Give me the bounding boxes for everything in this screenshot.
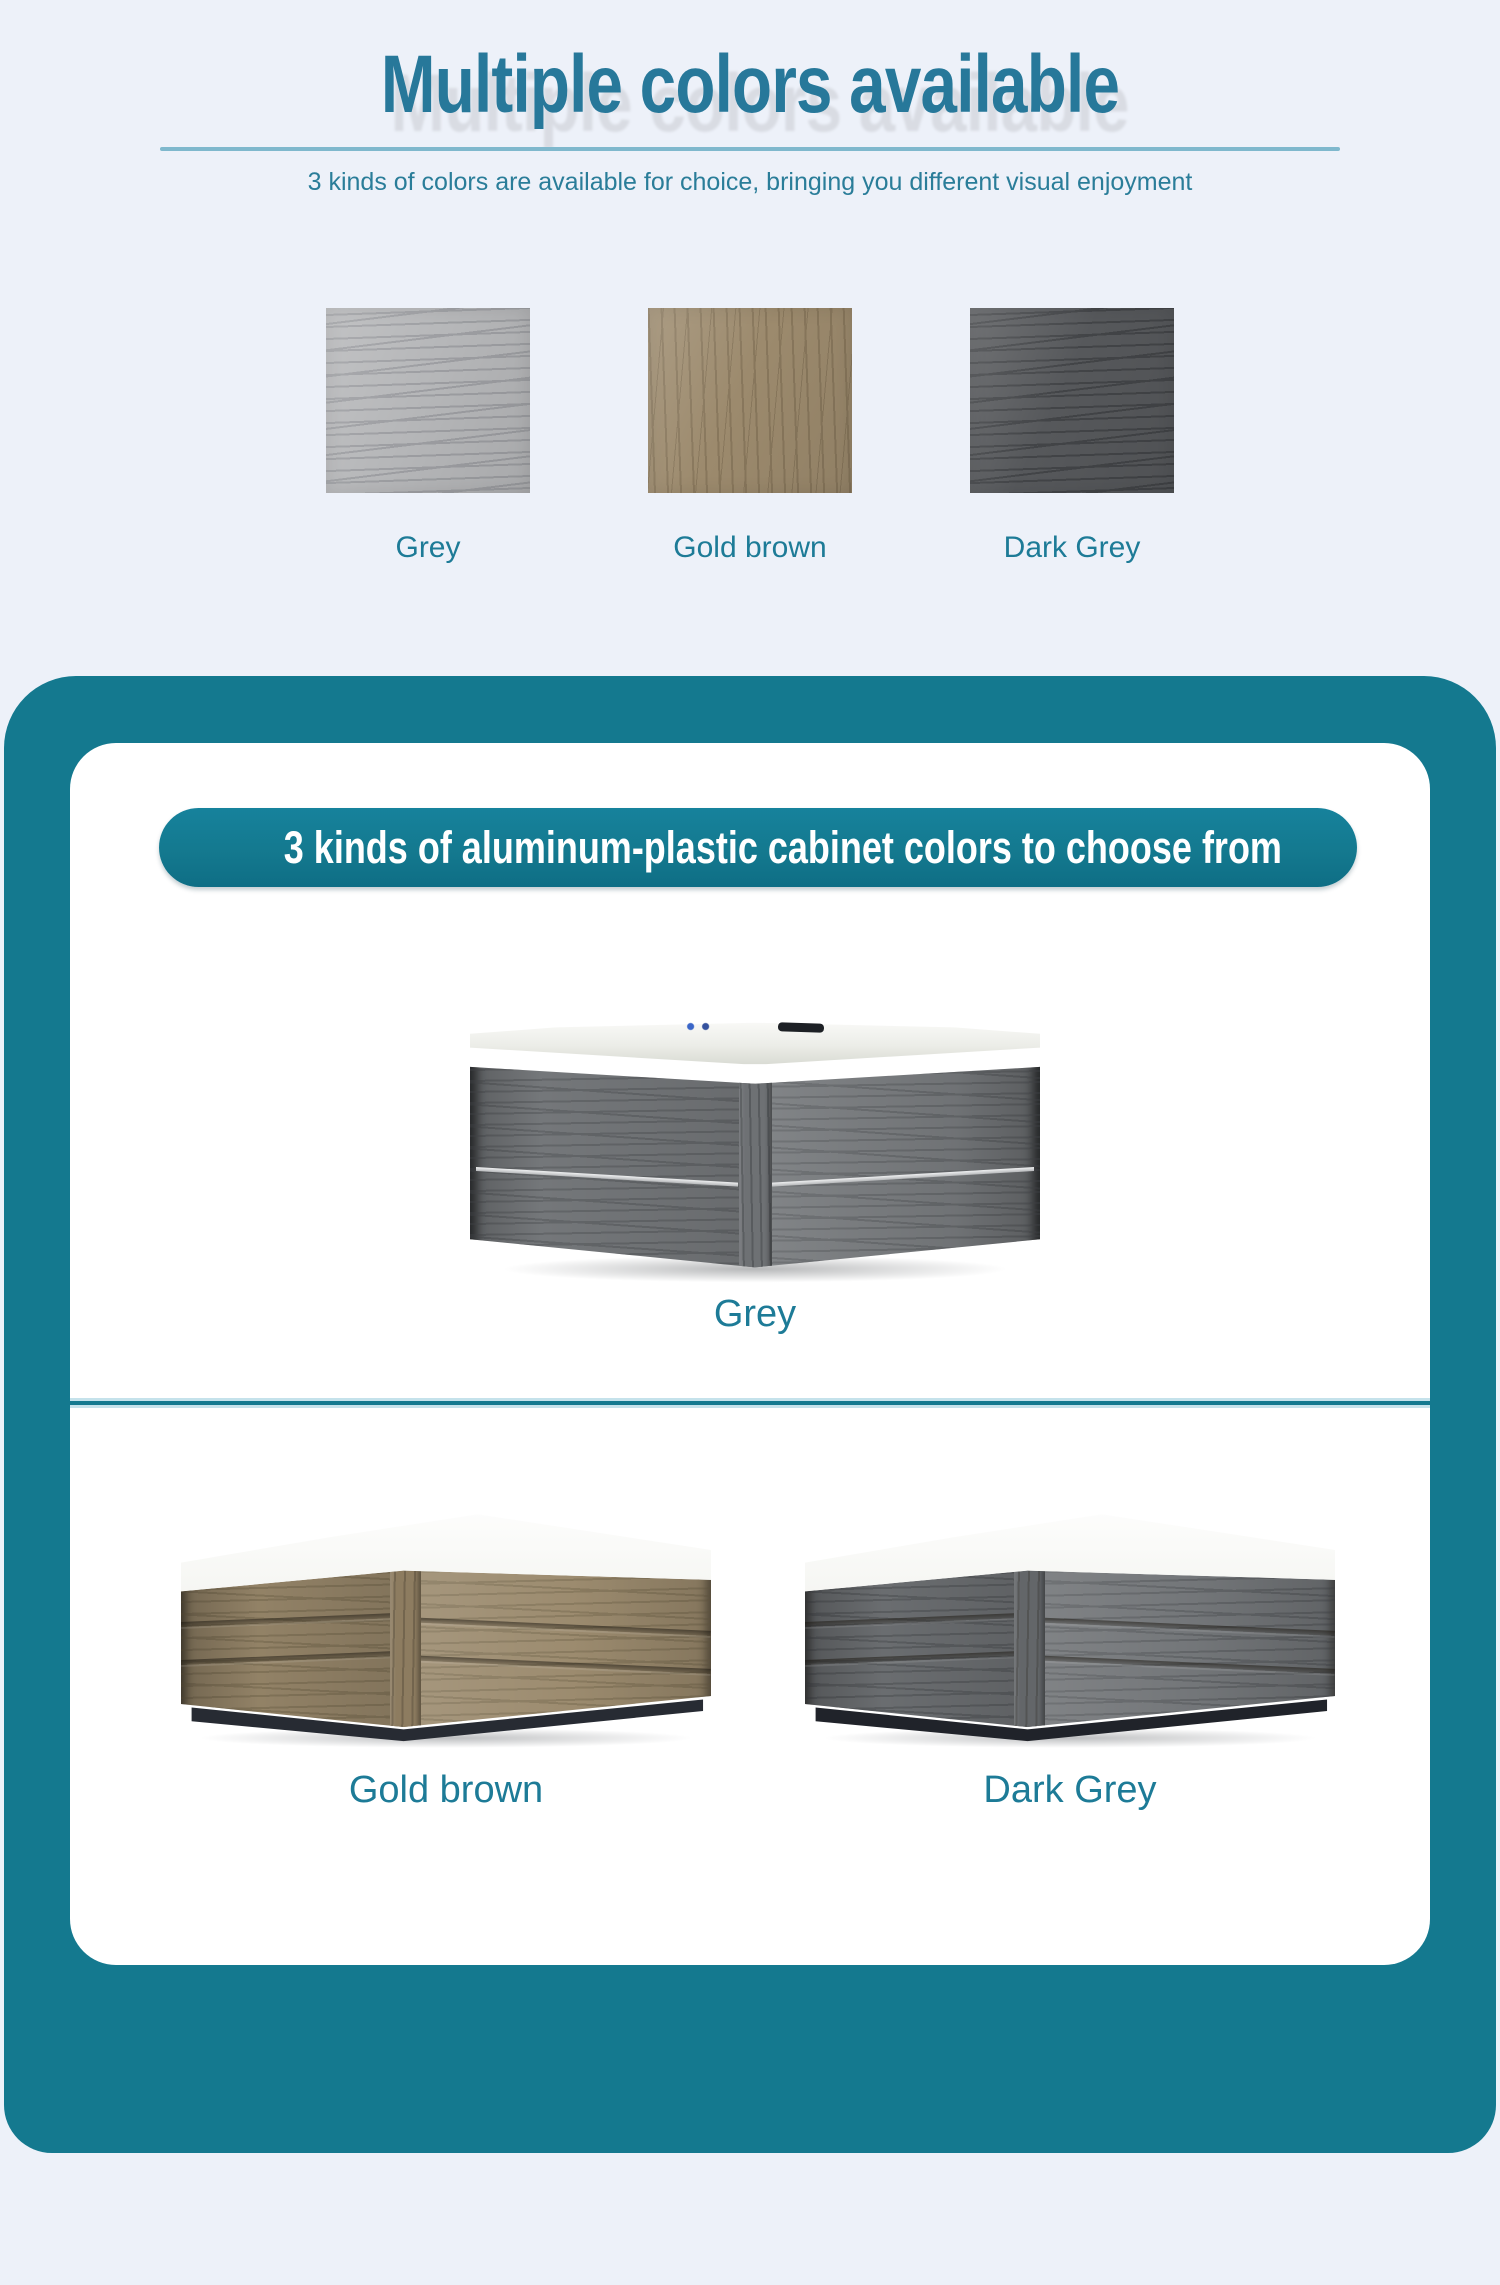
wood-grain-texture <box>739 1079 772 1275</box>
wood-texture-swatch-gold-brown <box>648 308 852 493</box>
swatch-item-grey <box>326 308 530 565</box>
wood-texture-swatch-dark-grey <box>970 308 1174 493</box>
hot-tub-image-dark-grey <box>805 1512 1335 1742</box>
panel-heading-pill <box>159 808 1357 887</box>
swatch-item-dark-grey <box>970 308 1174 565</box>
tub-corner-post <box>1014 1567 1045 1730</box>
cabinet-colors-card <box>70 743 1430 1965</box>
swatch-label-grey: Grey <box>395 531 461 564</box>
tub-control-panel <box>778 1022 824 1033</box>
panel-heading-text: 3 kinds of aluminum-plastic cabinet colors to choose from <box>283 822 1282 873</box>
wood-grain-texture <box>1014 1567 1045 1730</box>
page-subtitle: 3 kinds of colors are available for choice, bringing you different visual enjoyment <box>307 168 1193 196</box>
title-divider-line <box>160 147 1340 151</box>
card-section-divider <box>70 1401 1430 1405</box>
wood-texture-swatch-grey <box>326 308 530 493</box>
swatch-item-gold-brown <box>648 308 852 565</box>
product-label-grey: Grey <box>713 1293 797 1335</box>
swatch-sheen <box>970 308 1174 493</box>
swatch-label-dark-grey: Dark Grey <box>1003 531 1141 564</box>
swatch-label-gold-brown: Gold brown <box>673 531 827 564</box>
tub-top-rim <box>470 1020 1040 1066</box>
swatch-sheen <box>648 308 852 493</box>
page-title: Multiple colors available <box>380 39 1120 130</box>
tub-jet-dots <box>684 1022 714 1031</box>
hot-tub-image-gold-brown <box>181 1512 711 1742</box>
swatch-sheen <box>326 308 530 493</box>
tub-corner-post <box>739 1079 772 1275</box>
product-label-gold-brown: Gold brown <box>348 1769 544 1811</box>
tub-corner-post <box>390 1567 421 1730</box>
cabinet-colors-panel <box>4 676 1496 2153</box>
hot-tub-image-grey <box>470 1020 1040 1275</box>
wood-grain-texture <box>390 1567 421 1730</box>
product-label-dark-grey: Dark Grey <box>983 1769 1157 1811</box>
